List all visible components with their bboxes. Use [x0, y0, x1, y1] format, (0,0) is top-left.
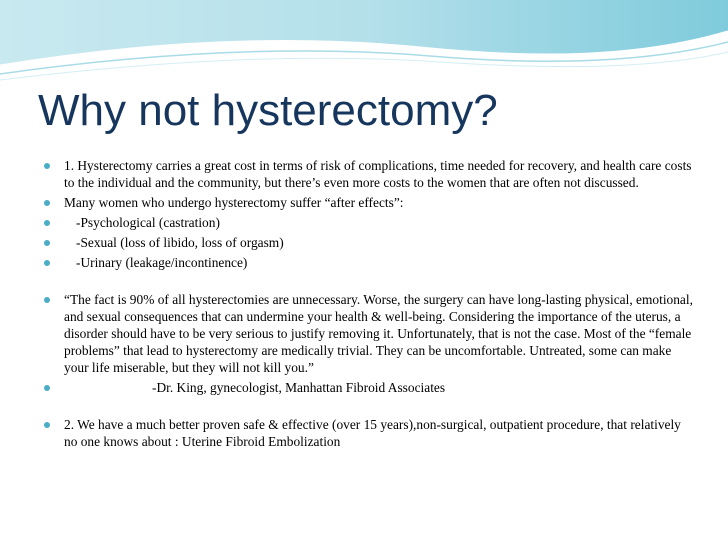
bullet-item	[40, 214, 695, 231]
bullet-icon	[44, 163, 50, 169]
bullet-item	[40, 157, 695, 191]
slide-title: Why not hysterectomy?	[38, 86, 498, 135]
attribution-bullet-item	[40, 379, 695, 396]
bullet-icon	[44, 220, 50, 226]
bullet-text: -Psychological (castration)	[76, 215, 220, 230]
attribution-text: -Dr. King, gynecologist, Manhattan Fibroid Associates	[152, 380, 446, 395]
quote-text: “The fact is 90% of all hysterectomies are unnecessary. Worse, the surgery can have long-lasting physical, emotional, and sexual consequences that can undermine your health & well-being. Considering the importance of the uterus, a disorder should have to be very serious to justify removing it. Unfortunately, that is not the case. Most of the “female problems” that lead to hysterectomy are medically trivial. They can be uncomfortable. Untreated, some can make your life miserable, but they will not kill you.”	[64, 292, 693, 375]
bullet-item	[40, 254, 695, 271]
bullet-item	[40, 416, 695, 450]
bullet-item	[40, 194, 695, 211]
bullet-text: -Sexual (loss of libido, loss of orgasm)	[76, 235, 284, 250]
bullet-icon	[44, 260, 50, 266]
quote-bullet-item	[40, 291, 695, 376]
bullet-icon	[44, 240, 50, 246]
bullet-item	[40, 234, 695, 251]
bullet-text: Many women who undergo hysterectomy suffer “after effects”:	[64, 195, 404, 210]
bullet-list	[40, 157, 695, 450]
bullet-text: 1. Hysterectomy carries a great cost in terms of risk of complications, time needed for recovery, and health care costs to the individual and the community, but there’s even more costs to the women that are often not discussed.	[64, 158, 692, 190]
bullet-text: -Urinary (leakage/incontinence)	[76, 255, 248, 270]
bullet-icon	[44, 297, 50, 303]
bullet-icon	[44, 200, 50, 206]
bullet-icon	[44, 385, 50, 391]
header-wave-decoration	[0, 0, 728, 90]
bullet-icon	[44, 422, 50, 428]
bullet-text: 2. We have a much better proven safe & effective (over 15 years),non-surgical, outpatient procedure, that relatively no one knows about : Uterine Fibroid Embolization	[64, 417, 681, 449]
